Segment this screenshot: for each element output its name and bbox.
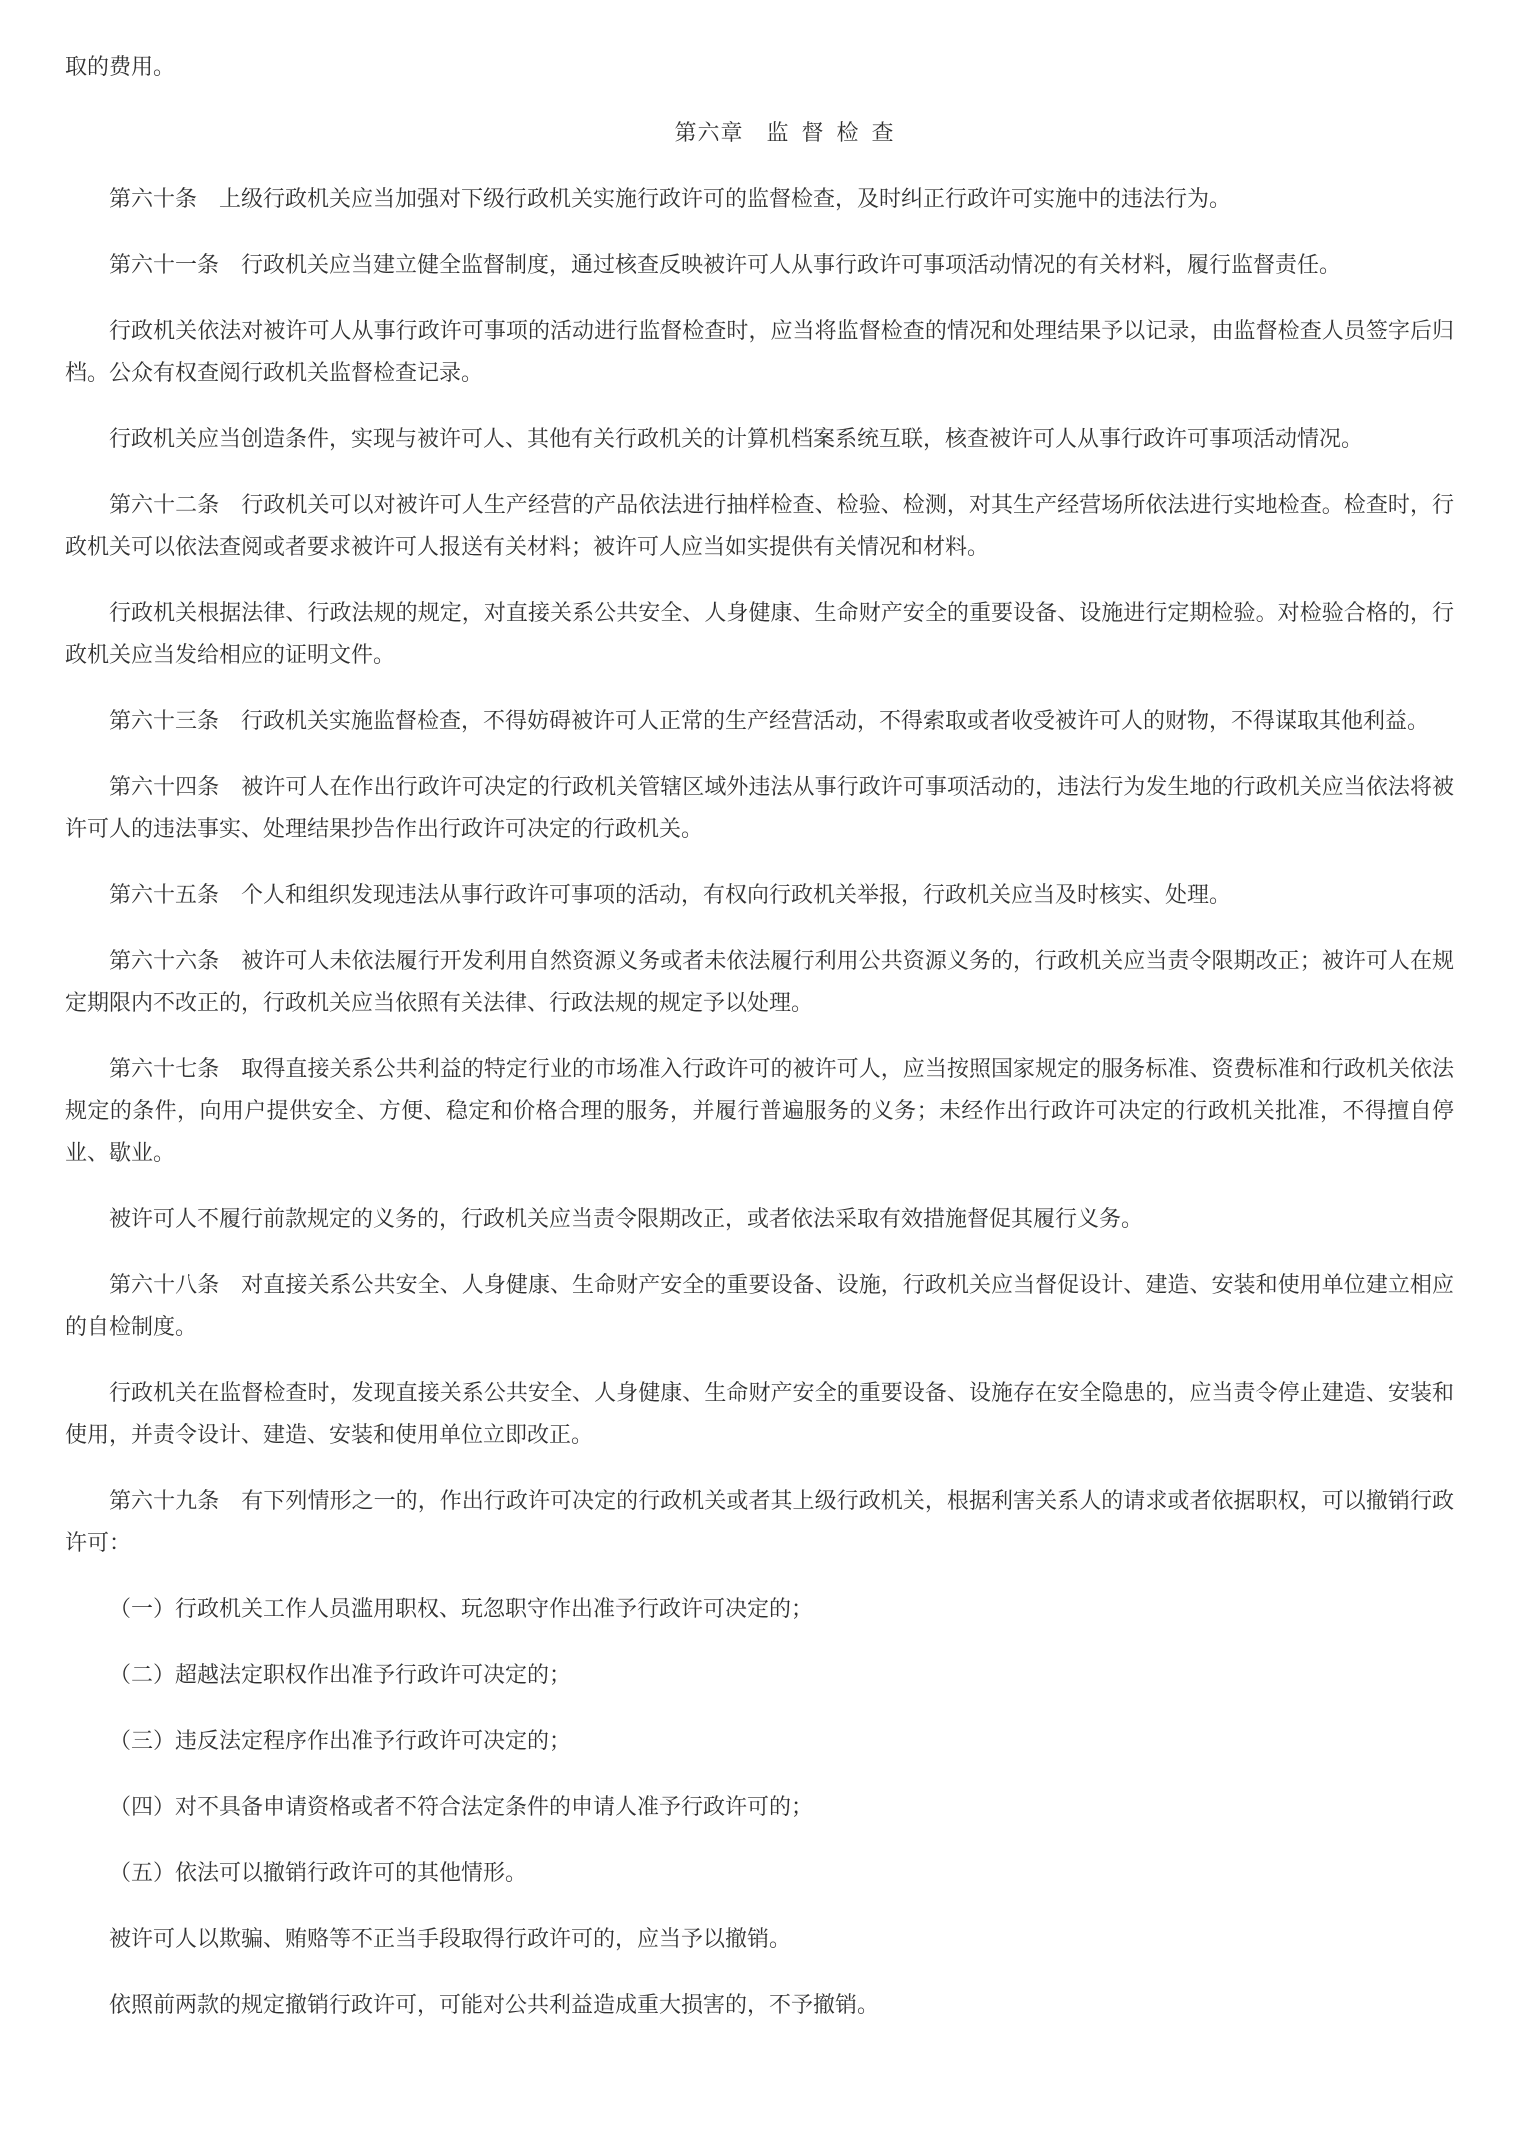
article-67: 第六十七条 取得直接关系公共利益的特定行业的市场准入行政许可的被许可人，应当按照国家规定的服务标准、资费标准和行政机关依法规定的条件，向用户提供安全、方便、稳定和价格合理的服务，并履行普遍服务的义务；未经作出行政许可决定的行政机关批准，不得擅自停业、歇业。 xyxy=(65,1056,1454,1165)
article-69-item-2: （二）超越法定职权作出准予行政许可决定的； xyxy=(109,1662,572,1687)
article-69-item-5: （五）依法可以撤销行政许可的其他情形。 xyxy=(109,1860,528,1885)
article-69-item-3: （三）违反法定程序作出准予行政许可决定的； xyxy=(109,1728,572,1753)
article-66: 第六十六条 被许可人未依法履行开发利用自然资源义务或者未依法履行利用公共资源义务的，行政机关应当责令限期改正；被许可人在规定期限内不改正的，行政机关应当依照有关法律、行政法规的规定予以处理。 xyxy=(65,948,1454,1015)
article-63: 第六十三条 行政机关实施监督检查，不得妨碍被许可人正常的生产经营活动，不得索取或者收受被许可人的财物，不得谋取其他利益。 xyxy=(109,708,1430,733)
article-62: 第六十二条 行政机关可以对被许可人生产经营的产品依法进行抽样检查、检验、检测，对其生产经营场所依法进行实地检查。检查时，行政机关可以依法查阅或者要求被许可人报送有关材料；被许可人应当如实提供有关情况和材料。 xyxy=(65,492,1454,559)
article-61-para-2: 行政机关依法对被许可人从事行政许可事项的活动进行监督检查时，应当将监督检查的情况和处理结果予以记录，由监督检查人员签字后归档。公众有权查阅行政机关监督检查记录。 xyxy=(65,318,1454,385)
article-69-item-1: （一）行政机关工作人员滥用职权、玩忽职守作出准予行政许可决定的； xyxy=(109,1596,814,1621)
article-62-para-2: 行政机关根据法律、行政法规的规定，对直接关系公共安全、人身健康、生命财产安全的重要设备、设施进行定期检验。对检验合格的，行政机关应当发给相应的证明文件。 xyxy=(65,600,1454,667)
article-68-para-2: 行政机关在监督检查时，发现直接关系公共安全、人身健康、生命财产安全的重要设备、设施存在安全隐患的，应当责令停止建造、安装和使用，并责令设计、建造、安装和使用单位立即改正。 xyxy=(65,1380,1454,1447)
carryover-text-fragment: 取的费用。 xyxy=(65,54,176,79)
article-69-para-3: 依照前两款的规定撤销行政许可，可能对公共利益造成重大损害的，不予撤销。 xyxy=(109,1992,880,2017)
article-60: 第六十条 上级行政机关应当加强对下级行政机关实施行政许可的监督检查，及时纠正行政许可实施中的违法行为。 xyxy=(109,186,1232,211)
article-68: 第六十八条 对直接关系公共安全、人身健康、生命财产安全的重要设备、设施，行政机关应当督促设计、建造、安装和使用单位建立相应的自检制度。 xyxy=(65,1272,1454,1339)
chapter-heading: 第六章 监 督 检 查 xyxy=(674,120,895,145)
article-69: 第六十九条 有下列情形之一的，作出行政许可决定的行政机关或者其上级行政机关，根据利害关系人的请求或者依据职权，可以撤销行政许可： xyxy=(65,1488,1454,1555)
article-69-para-2: 被许可人以欺骗、贿赂等不正当手段取得行政许可的，应当予以撤销。 xyxy=(109,1926,792,1951)
article-69-item-4: （四）对不具备申请资格或者不符合法定条件的申请人准予行政许可的； xyxy=(109,1794,814,1819)
article-61: 第六十一条 行政机关应当建立健全监督制度，通过核查反映被许可人从事行政许可事项活动情况的有关材料，履行监督责任。 xyxy=(109,252,1342,277)
article-64: 第六十四条 被许可人在作出行政许可决定的行政机关管辖区域外违法从事行政许可事项活动的，违法行为发生地的行政机关应当依法将被许可人的违法事实、处理结果抄告作出行政许可决定的行政机关。 xyxy=(65,774,1454,841)
article-65: 第六十五条 个人和组织发现违法从事行政许可事项的活动，有权向行政机关举报，行政机关应当及时核实、处理。 xyxy=(109,882,1232,907)
article-61-para-3: 行政机关应当创造条件，实现与被许可人、其他有关行政机关的计算机档案系统互联，核查被许可人从事行政许可事项活动情况。 xyxy=(109,426,1364,451)
article-67-para-2: 被许可人不履行前款规定的义务的，行政机关应当责令限期改正，或者依法采取有效措施督促其履行义务。 xyxy=(109,1206,1144,1231)
